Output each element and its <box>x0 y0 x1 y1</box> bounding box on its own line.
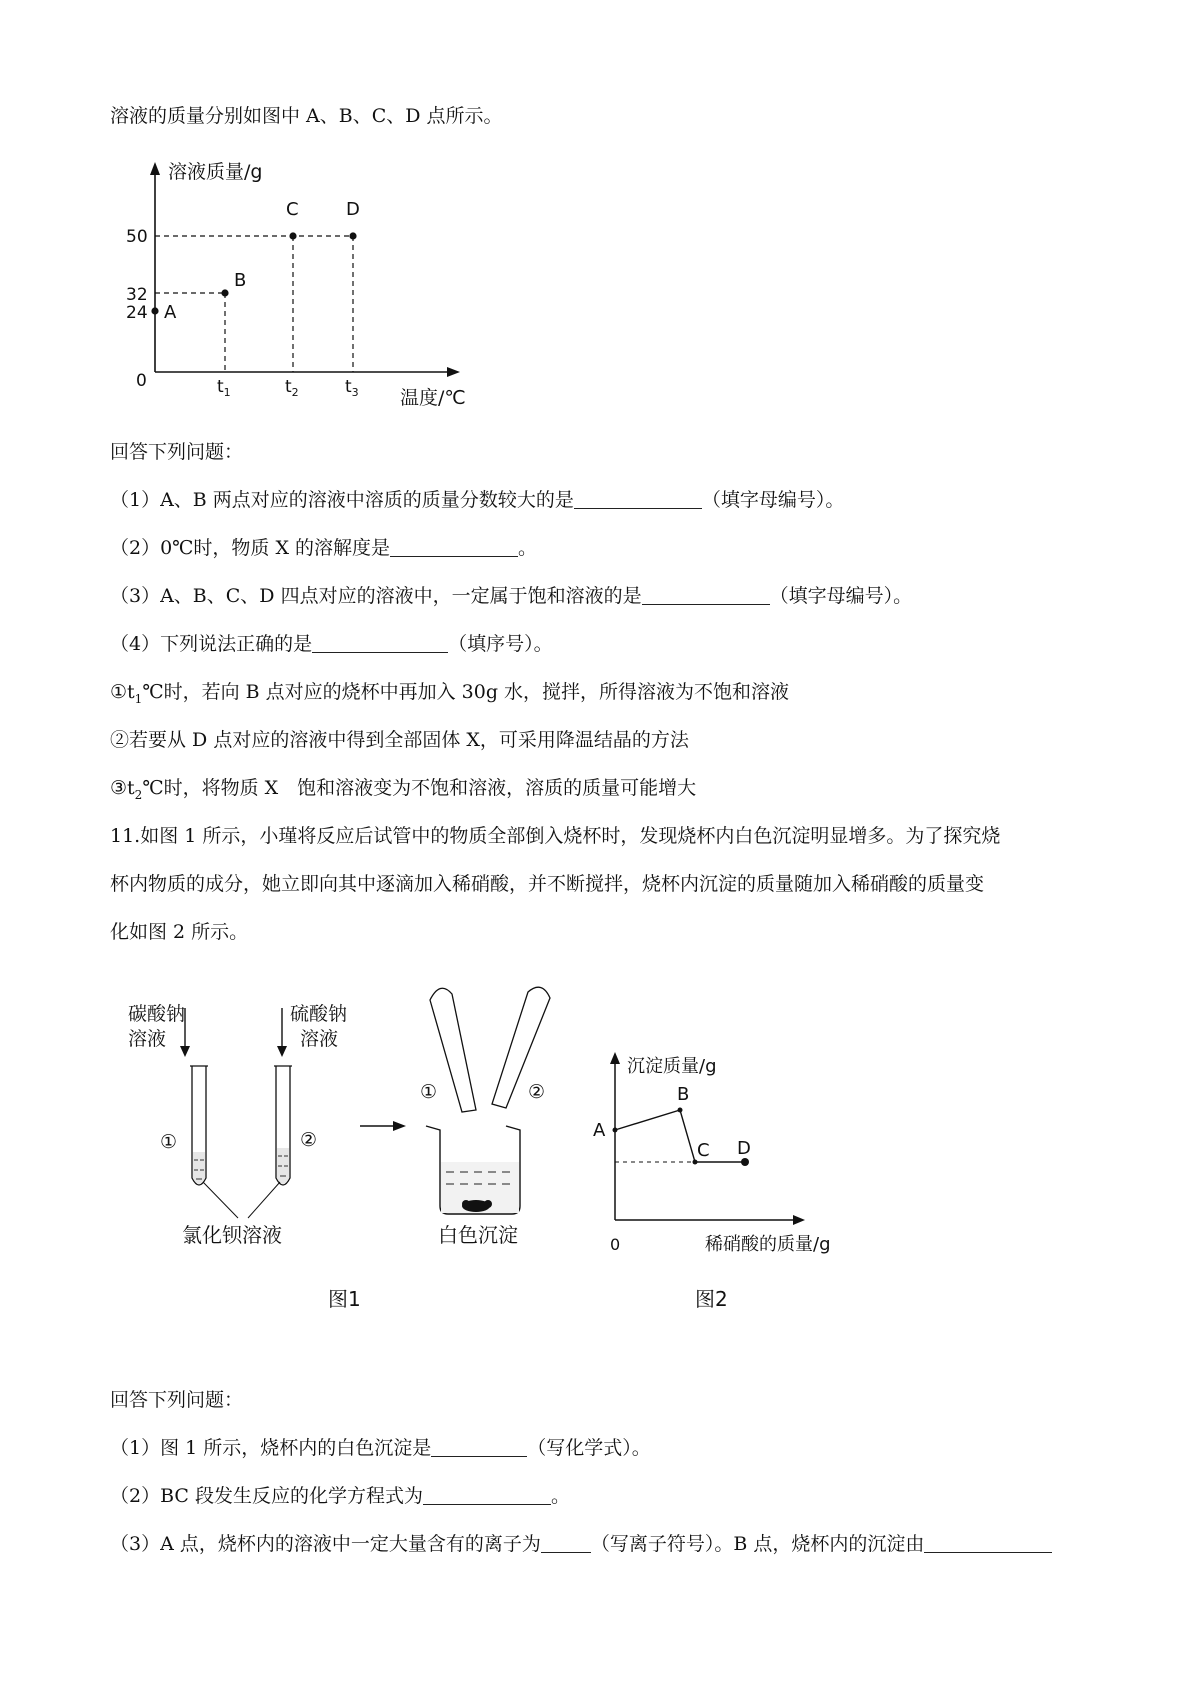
reagent2-label-a: 硫酸钠 <box>290 1003 348 1025</box>
q11-sub2: （2）BC 段发生反应的化学方程式为 。 <box>110 1485 570 1507</box>
reagent1-label-a: 碳酸钠 <box>128 1003 186 1025</box>
label-D: D <box>346 199 360 220</box>
q11-line-1: 11.如图 1 所示，小瑾将反应后试管中的物质全部倒入烧杯时，发现烧杯内白色沉淀明显增多。为了探究烧 <box>110 825 1001 847</box>
y-axis-arrow <box>610 1052 620 1064</box>
x-tick-t2: $t_2$ <box>285 377 299 399</box>
q10-sub4: （4）下列说法正确的是 （填序号）。 <box>110 633 553 655</box>
label-B: B <box>677 1084 690 1105</box>
answer-blank[interactable] <box>924 1533 1052 1553</box>
reagent1-label-b: 溶液 <box>128 1028 167 1050</box>
guide-lines <box>155 236 353 372</box>
point-D <box>741 1158 749 1166</box>
answer-blank[interactable] <box>431 1437 527 1457</box>
y-axis-label: 溶液质量/g <box>168 161 263 183</box>
tube-1-number: ① <box>160 1131 178 1153</box>
arrow-right-icon <box>393 1121 406 1131</box>
q10-sub2: （2）0℃时，物质 X 的溶解度是 。 <box>110 537 538 559</box>
origin-label: 0 <box>610 1235 621 1254</box>
x-axis-arrow <box>447 367 460 377</box>
point-B <box>678 1108 683 1113</box>
pointer-line <box>248 1182 280 1218</box>
q11-sub1: （1）图 1 所示，烧杯内的白色沉淀是 （写化学式）。 <box>110 1437 651 1459</box>
q10-sub1: （1）A、B 两点对应的溶液中溶质的质量分数较大的是 （填字母编号）。 <box>110 489 845 511</box>
q10-prompt: 回答下列问题： <box>110 441 244 463</box>
point-D <box>349 232 356 239</box>
answer-blank[interactable] <box>423 1485 551 1505</box>
label-B: B <box>234 270 247 291</box>
tilted-tube-2-number: ② <box>528 1081 546 1103</box>
point-B <box>221 289 228 296</box>
q11-line-2: 杯内物质的成分，她立即向其中逐滴加入稀硝酸，并不断搅拌，烧杯内沉淀的质量随加入稀硝酸的质量变 <box>110 873 985 895</box>
answer-blank[interactable] <box>574 489 702 509</box>
label-D: D <box>737 1138 751 1159</box>
label-C: C <box>286 199 299 220</box>
y-tick-24: 24 <box>126 303 148 323</box>
figure-2-chart <box>585 1040 865 1320</box>
answer-blank[interactable] <box>541 1533 591 1553</box>
reagent2-label-b: 溶液 <box>300 1028 339 1050</box>
q10-option-3: $③t_2℃$时，将物质 X 饱和溶液变为不饱和溶液，溶质的质量可能增大 <box>110 777 697 802</box>
tilted-tube-1-number: ① <box>420 1081 438 1103</box>
x-axis-label: 稀硝酸的质量/g <box>705 1234 831 1255</box>
q10-sub3: （3）A、B、C、D 四点对应的溶液中，一定属于饱和溶液的是 （填字母编号）。 <box>110 585 913 607</box>
y-tick-50: 50 <box>126 227 148 247</box>
bottom-label: 氯化钡溶液 <box>182 1223 282 1247</box>
label-A: A <box>164 302 177 323</box>
x-axis-label: 温度/℃ <box>400 387 466 409</box>
figure-1-apparatus <box>110 960 570 1320</box>
label-A: A <box>593 1120 606 1141</box>
precipitate-curve <box>615 1110 745 1162</box>
x-tick-t3: $t_3$ <box>345 377 359 399</box>
q11-sub3: （3）A 点，烧杯内的溶液中一定大量含有的离子为 （写离子符号）。B 点，烧杯内的沉淀由 <box>110 1532 1052 1556</box>
answer-blank[interactable] <box>642 585 770 605</box>
point-C <box>289 232 296 239</box>
figure-1-caption: 图1 <box>328 1287 361 1311</box>
x-axis-arrow <box>793 1215 805 1225</box>
y-tick-32: 32 <box>126 285 148 305</box>
arrow-down-icon <box>277 1046 287 1057</box>
arrow-down-icon <box>180 1046 190 1057</box>
tube-2-number: ② <box>300 1129 318 1151</box>
q10-option-1: $①t_1℃$时，若向 B 点对应的烧杯中再加入 30g 水，搅拌，所得溶液为不饱和溶液 <box>110 681 790 706</box>
intro-line: 溶液的质量分别如图中 A、B、C、D 点所示。 <box>110 105 503 127</box>
x-tick-t1: $t_1$ <box>217 377 231 399</box>
point-A <box>613 1128 618 1133</box>
answer-blank[interactable] <box>390 537 518 557</box>
q11-prompt: 回答下列问题： <box>110 1389 244 1411</box>
pointer-line <box>203 1182 238 1218</box>
y-axis-label: 沉淀质量/g <box>627 1056 717 1077</box>
label-C: C <box>697 1140 710 1161</box>
y-tick-0: 0 <box>136 371 147 391</box>
figure-2-caption: 图2 <box>695 1287 728 1311</box>
solution-mass-chart <box>110 150 480 420</box>
test-tube-1 <box>190 1066 208 1185</box>
test-tube-2 <box>274 1066 292 1185</box>
answer-blank[interactable] <box>312 633 448 653</box>
precipitate-label: 白色沉淀 <box>438 1223 518 1247</box>
q11-line-3: 化如图 2 所示。 <box>110 921 249 943</box>
y-axis-arrow <box>150 162 160 175</box>
beaker <box>426 1126 520 1214</box>
point-A <box>151 307 158 314</box>
q10-option-2: ②若要从 D 点对应的溶液中得到全部固体 X，可采用降温结晶的方法 <box>110 729 689 751</box>
